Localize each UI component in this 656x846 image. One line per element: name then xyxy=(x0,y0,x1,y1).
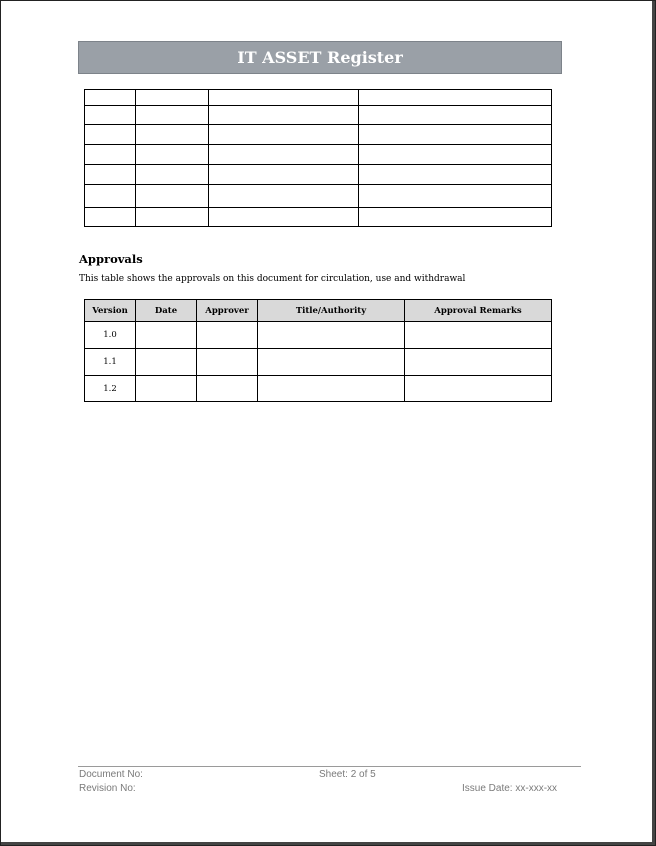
title-authority-cell[interactable] xyxy=(258,322,405,349)
table-row xyxy=(85,125,552,145)
table-cell[interactable] xyxy=(359,90,552,106)
document-title: IT ASSET Register xyxy=(237,48,403,67)
table-cell[interactable] xyxy=(85,185,136,208)
version-cell[interactable]: 1.0 xyxy=(85,322,136,349)
blank-table xyxy=(84,89,552,227)
table-cell[interactable] xyxy=(85,106,136,125)
title-authority-cell[interactable] xyxy=(258,349,405,376)
table-cell[interactable] xyxy=(209,165,359,185)
table-cell[interactable] xyxy=(359,185,552,208)
table-cell[interactable] xyxy=(136,185,209,208)
approvals-description: This table shows the approvals on this document for circulation, use and withdrawal xyxy=(79,274,466,284)
table-cell[interactable] xyxy=(136,165,209,185)
column-header-approval-remarks: Approval Remarks xyxy=(405,300,552,322)
table-cell[interactable] xyxy=(136,90,209,106)
approver-cell[interactable] xyxy=(197,349,258,376)
table-cell[interactable] xyxy=(85,90,136,106)
table-cell[interactable] xyxy=(359,145,552,165)
footer-document-no: Document No: xyxy=(79,769,143,780)
column-header-date: Date xyxy=(136,300,197,322)
approvals-heading: Approvals xyxy=(79,252,143,266)
approver-cell[interactable] xyxy=(197,322,258,349)
date-cell[interactable] xyxy=(136,322,197,349)
table-row xyxy=(85,90,552,106)
version-cell[interactable]: 1.2 xyxy=(85,376,136,402)
table-cell[interactable] xyxy=(136,106,209,125)
table-cell[interactable] xyxy=(209,90,359,106)
table-cell[interactable] xyxy=(85,125,136,145)
table-cell[interactable] xyxy=(359,208,552,227)
table-row xyxy=(85,349,552,376)
table-header-row xyxy=(85,300,552,322)
table-row xyxy=(85,322,552,349)
table-cell[interactable] xyxy=(85,145,136,165)
footer-issue-date: Issue Date: xx-xxx-xx xyxy=(462,783,558,794)
table-row xyxy=(85,185,552,208)
approvals-table xyxy=(84,299,552,402)
table-cell[interactable] xyxy=(136,208,209,227)
title-authority-cell[interactable] xyxy=(258,376,405,402)
document-title-bar xyxy=(78,41,562,74)
table-cell[interactable] xyxy=(209,125,359,145)
remarks-cell[interactable] xyxy=(405,376,552,402)
remarks-cell[interactable] xyxy=(405,322,552,349)
column-header-version: Version xyxy=(85,300,136,322)
table-cell[interactable] xyxy=(359,125,552,145)
table-row xyxy=(85,106,552,125)
footer-divider xyxy=(78,766,581,767)
date-cell[interactable] xyxy=(136,376,197,402)
table-cell[interactable] xyxy=(209,185,359,208)
table-cell[interactable] xyxy=(209,145,359,165)
table-cell[interactable] xyxy=(359,165,552,185)
table-row xyxy=(85,208,552,227)
approver-cell[interactable] xyxy=(197,376,258,402)
version-cell[interactable]: 1.1 xyxy=(85,349,136,376)
table-row xyxy=(85,376,552,402)
table-cell[interactable] xyxy=(85,165,136,185)
remarks-cell[interactable] xyxy=(405,349,552,376)
table-cell[interactable] xyxy=(85,208,136,227)
date-cell[interactable] xyxy=(136,349,197,376)
table-cell[interactable] xyxy=(136,145,209,165)
table-cell[interactable] xyxy=(359,106,552,125)
column-header-title-authority: Title/Authority xyxy=(258,300,405,322)
column-header-approver: Approver xyxy=(197,300,258,322)
footer-sheet: Sheet: 2 of 5 xyxy=(319,769,376,780)
table-cell[interactable] xyxy=(209,106,359,125)
table-cell[interactable] xyxy=(136,125,209,145)
footer-revision-no: Revision No: xyxy=(79,783,136,794)
table-row xyxy=(85,165,552,185)
table-row xyxy=(85,145,552,165)
table-cell[interactable] xyxy=(209,208,359,227)
